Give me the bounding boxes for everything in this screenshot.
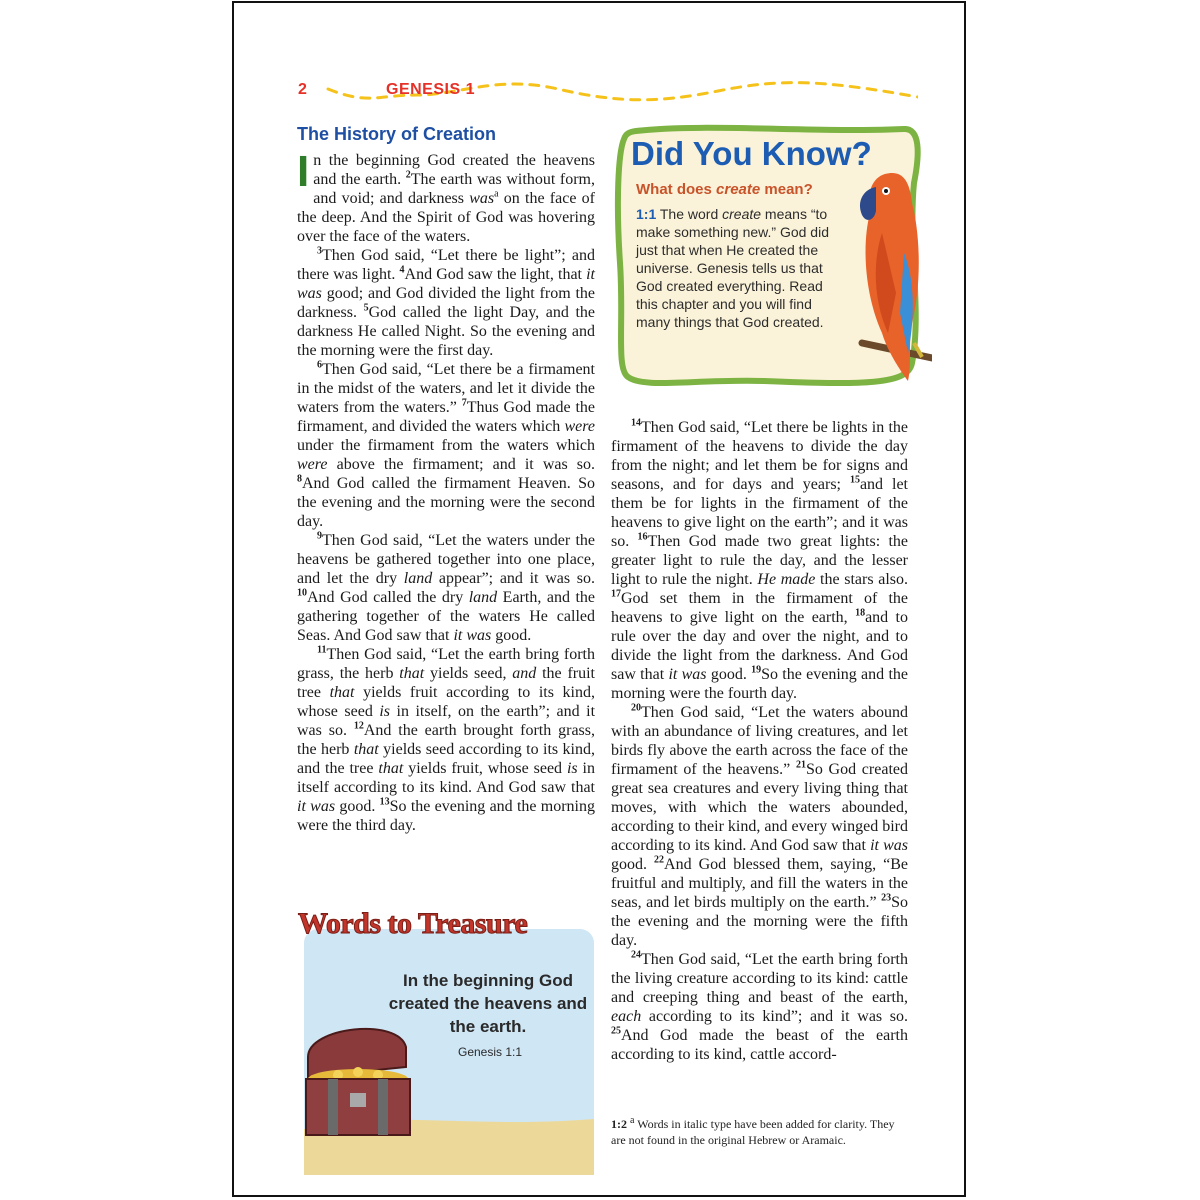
running-title: GENESIS 1 xyxy=(386,81,475,98)
paragraph: n the beginning God created the heavens and the earth. $^2$The earth was without form, and void; and darkness was$^a$ on the face of the deep. And the Spirit of God was hovering over the face of the waters. xyxy=(297,152,595,245)
treasure-reference: Genesis 1:1 xyxy=(458,1045,523,1059)
paragraph: $^9$Then God said, “Let the waters under the heavens be gathered together into one place, and let the dry land appear”; and it was so. $^{10}$And God called the dry land Earth, and the gathering together of the waters He called Seas. And God saw that it was good. xyxy=(297,530,596,644)
did-you-know-box xyxy=(614,123,924,391)
treasure-chest-icon xyxy=(288,1017,428,1147)
paragraph: $^3$Then God said, “Let there be light”; and there was light. $^4$And God saw the light, that it was good; and God divided the light from the darkness. $^5$God called the light Day, and the darkness He called Night. So the evening and the morning were the first day. xyxy=(297,245,595,359)
page-number: 2 xyxy=(298,81,307,98)
paragraph: $^6$Then God said, “Let there be a firmament in the midst of the waters, and let it divide the waters from the waters.” $^7$Thus God made the firmament, and divided the waters which were under the firmament from the waters which were above the firmament; and it was so. $^8$And God called the firmament Heaven. So the evening and the morning were the second day. xyxy=(297,359,596,530)
running-head xyxy=(298,77,918,107)
words-to-treasure-box xyxy=(298,899,598,1179)
paragraph: $^{14}$Then God said, “Let there be lights in the firmament of the heavens to divide the day from the night; and let them be for signs and seasons, and for days and years; $^{15}$and let them be for lights in the firmament of the heavens to give light on the earth”; and it was so. $^{16}$Then God made two great lights: the greater light to rule the day, and the lesser light to rule the night. He made the stars also. $^{17}$God set them in the firmament of the heavens to give light on the earth, $^{18}$and to rule over the day and over the night, and to divide the light from the darkness. And God saw that it was good. $^{19}$So the evening and the morning were the fourth day. xyxy=(611,417,909,702)
right-column xyxy=(611,418,908,1064)
section-heading: The History of Creation xyxy=(297,124,497,144)
paragraph: $^{20}$Then God said, “Let the waters abound with an abundance of living creatures, and let birds fly above the earth across the face of the firmament of the heavens.” $^{21}$So God created great sea creatures and every living thing that moves, with which the waters abounded, according to their kind, and every winged bird according to its kind. And God saw that it was good. $^{22}$And God blessed them, saying, “Be fruitful and multiply, and fill the waters in the seas, and let birds multiply on the earth.” $^{23}$So the evening and the morning were the fifth day. xyxy=(611,702,908,949)
did-you-know-body: 1:1 The word create means “to make something new.” God did just that when He created the universe. Genesis tells us that God created everything. Read this chapter and you will find many things that God created. xyxy=(636,206,829,330)
did-you-know-subtitle: What does create mean? xyxy=(636,181,813,198)
footnote: 1:2 $^a$ Words in italic type have been added for clarity. They are not found in the original Hebrew or Aramaic. xyxy=(611,1115,895,1147)
parrot-icon xyxy=(842,143,932,383)
left-column xyxy=(297,147,596,835)
drop-cap: I xyxy=(297,147,310,196)
treasure-quote: In the beginning God created the heavens and the earth. xyxy=(388,971,588,1036)
words-to-treasure-title: Words to Treasure xyxy=(298,907,528,940)
paragraph: $^{11}$Then God said, “Let the earth bring forth grass, the herb that yields seed, and the fruit tree that yields fruit according to its kind, whose seed is in itself, on the earth”; and it was so. $^{12}$And the earth brought forth grass, the herb that yields seed according to its kind, and the tree that yields fruit, whose seed is in itself according to its kind. And God saw that it was good. $^{13}$So the evening and the morning were the third day. xyxy=(297,644,596,834)
paragraph: $^{24}$Then God said, “Let the earth bring forth the living creature according to its kind: cattle and creeping thing and beast of the earth, each according to its kind”; and it was so. $^{25}$And God made the beast of the earth according to its kind, cattle accord- xyxy=(611,949,908,1063)
did-you-know-title: Did You Know? xyxy=(631,135,872,172)
page-frame xyxy=(232,1,966,1197)
